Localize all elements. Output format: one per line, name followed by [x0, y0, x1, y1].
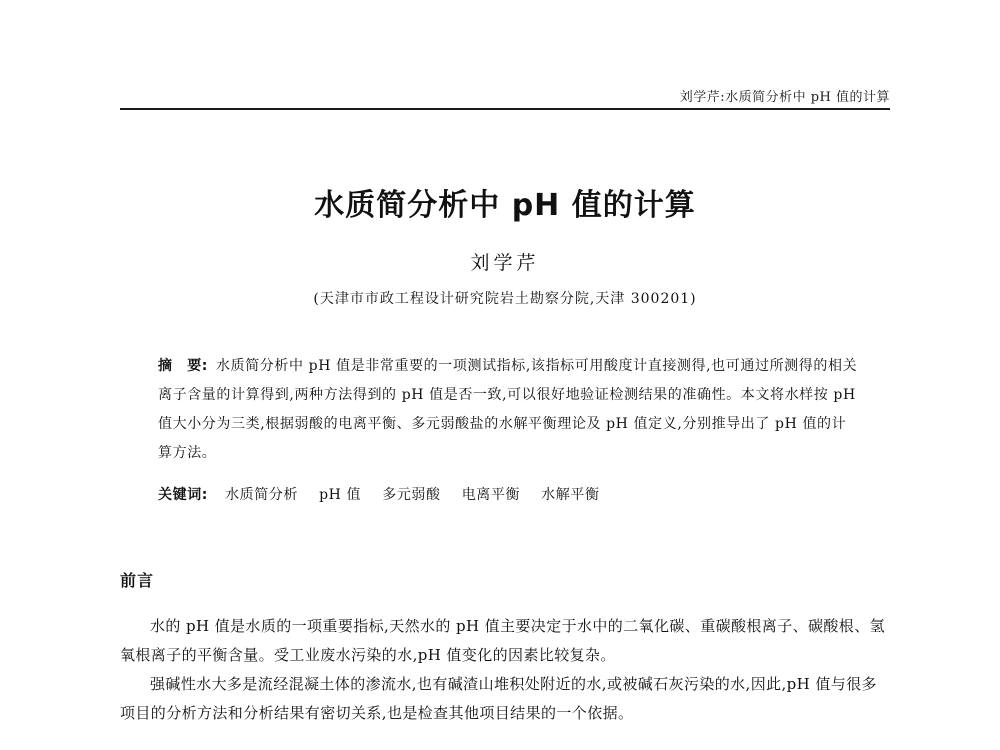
keyword-item: pH 值	[319, 487, 362, 503]
running-header: 刘学芹:水质简分析中 pH 值的计算	[679, 90, 890, 105]
author-affiliation: (天津市市政工程设计研究院岩土勘察分院,天津 300201)	[313, 291, 697, 307]
body-paragraph: 水的 pH 值是水质的一项重要指标,天然水的 pH 值主要决定于水中的二氧化碳、重碳酸根离子、碳酸根、氢氧根离子的平衡含量。受工业废水污染的水,pH 值变化的因素比较复杂。	[120, 617, 886, 664]
keyword-item: 水解平衡	[541, 487, 600, 503]
header-rule	[120, 108, 890, 110]
keyword-item: 电离平衡	[461, 487, 521, 503]
section-heading: 前言	[120, 571, 155, 590]
abstract	[158, 352, 858, 468]
abstract-label: 摘 要:	[158, 358, 208, 374]
abstract-text: 水质简分析中 pH 值是非常重要的一项测试指标,该指标可用酸度计直接测得,也可通过所测得的相关离子含量的计算得到,两种方法得到的 pH 值是否一致,可以很好地验证检测结果的准确性。本文将水样按 pH 值大小分为三类,根据弱酸的电离平衡、多元弱酸盐的水解平衡理论及 pH 值定义,分别推导出了 pH 值的计算方法。	[158, 358, 858, 461]
body-text	[120, 612, 892, 728]
keywords-label: 关键词:	[158, 487, 208, 503]
body-paragraph: 强碱性水大多是流经混凝土体的渗流水,也有碱渣山堆积处附近的水,或被碱石灰污染的水,因此,pH 值与很多项目的分析方法和分析结果有密切关系,也是检查其他项目结果的一个依据。	[120, 675, 877, 722]
keyword-item: 多元弱酸	[382, 487, 441, 503]
keyword-item: 水质简分析	[225, 487, 299, 503]
keywords	[158, 484, 616, 504]
author-name: 刘学芹	[470, 252, 540, 274]
paper-title: 水质简分析中 pH 值的计算	[314, 188, 696, 223]
